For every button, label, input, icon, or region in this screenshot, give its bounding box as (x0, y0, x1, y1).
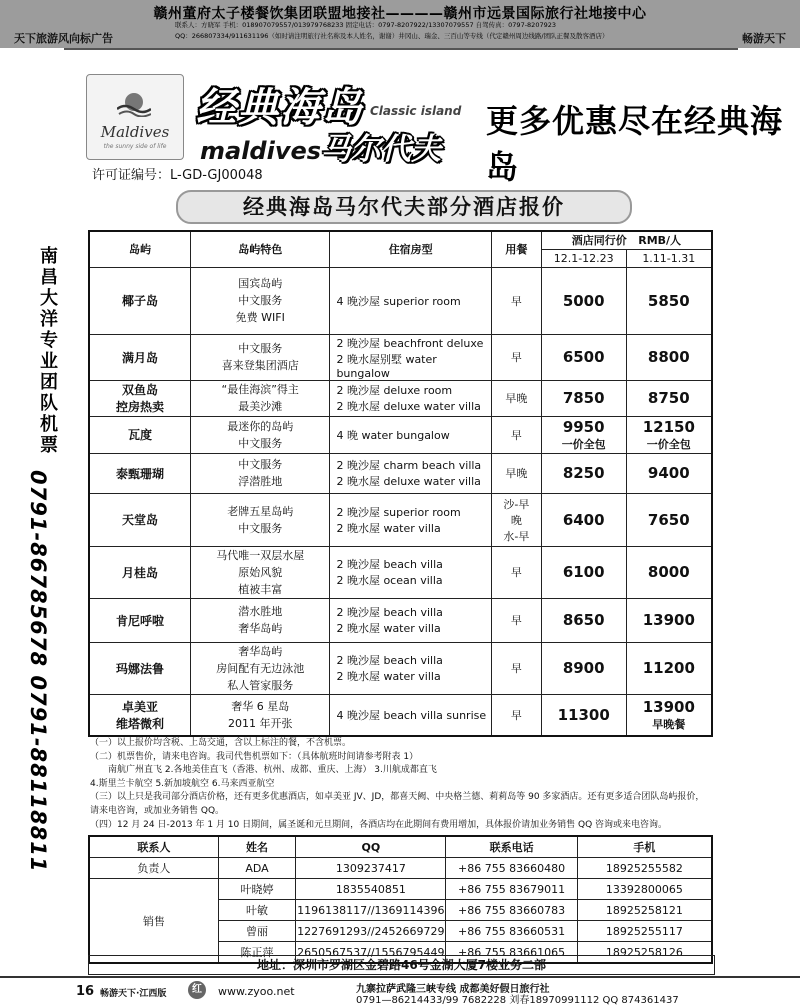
cell-island-line: 控房热卖 (116, 400, 165, 414)
cell-island-line: 椰子岛 (122, 294, 159, 308)
contact-qq: 1309237417 (296, 858, 446, 879)
cell-price-period-1-line: 6100 (562, 563, 605, 581)
cell-feature (191, 642, 330, 694)
contact-tel: +86 755 83661065 (446, 942, 578, 964)
cell-price-period-2 (626, 546, 712, 598)
cell-feature (191, 267, 330, 334)
cell-island (89, 267, 191, 334)
hotel-row (89, 380, 712, 416)
cell-price-period-2 (626, 642, 712, 694)
cell-room (330, 642, 491, 694)
cell-feature-line: 中文服务 (238, 458, 283, 471)
hotel-row (89, 598, 712, 642)
cell-feature-line: 奢华 6 星岛 (231, 699, 290, 713)
cell-meal-line: 早 (510, 294, 522, 308)
cell-meal (491, 334, 541, 380)
cell-meal-line: 早 (510, 662, 522, 675)
cell-island (89, 453, 191, 493)
cell-meal (491, 694, 541, 736)
publication-name: 畅游天下·江西版 (100, 989, 167, 999)
cell-feature-line: 原始风貌 (238, 565, 283, 579)
note-4: （四）12 月 24 日-2013 年 1 月 10 日期间，属圣诞和元旦期间，各酒店均在此期间有费用增加，具体报价请加业务销售 QQ 咨询或来电咨询。 (90, 819, 668, 830)
hotel-row (89, 642, 712, 694)
cell-room-line: 4 晚 water bungalow (336, 428, 450, 442)
address-bar: 地址：深圳市罗湖区金碧路46号金湖大厦7楼业务二部 (88, 955, 715, 975)
contact-qq: 2650567537//1556795449 (296, 942, 446, 964)
cell-room (330, 380, 491, 416)
notes (90, 737, 712, 832)
cell-island-line: 卓美亚 (122, 699, 159, 714)
cell-price-period-2-line: 8800 (647, 348, 690, 366)
cell-room-line: 2 晚沙屋 beach villa (336, 558, 443, 571)
logo-slogan: the sunny side of life (103, 143, 167, 150)
cell-island (89, 598, 191, 642)
cell-room-line: 2 晚水屋 deluxe water villa (336, 400, 481, 413)
cell-price-period-1-line: 7850 (562, 389, 605, 407)
contact-header-tel: 联系电话 (446, 836, 578, 858)
contact-role: 负责人 (89, 858, 218, 879)
cell-feature-line: 最迷你的岛屿 (227, 419, 294, 433)
note-2-airlines-b: 4.斯里兰卡航空 5.新加坡航空 6.马来西亚航空 (90, 778, 275, 789)
cell-price-period-2-line: 一价全包 (646, 437, 691, 451)
cell-price-period-2-line: 8000 (647, 563, 690, 581)
cell-feature-line: 中文服务 (238, 521, 283, 535)
cell-island (89, 334, 191, 380)
cell-price-period-1 (541, 598, 626, 642)
contact-header-role: 联系人 (89, 836, 218, 858)
cell-island (89, 642, 191, 694)
cell-island (89, 380, 191, 416)
cell-island (89, 416, 191, 453)
cell-feature-line: 房间配有无边泳池 (216, 661, 305, 675)
cell-feature (191, 493, 330, 546)
classic-island-label: Classic island (370, 104, 462, 118)
footer-url[interactable]: www.zyoo.net (218, 985, 295, 998)
cell-island (89, 546, 191, 598)
contact-tel: +86 755 83660531 (446, 921, 578, 942)
cell-island-line: 肯尼呼啦 (116, 613, 165, 628)
cell-price-period-2-line: 7650 (647, 510, 690, 529)
cell-room (330, 546, 491, 598)
header-feature: 岛屿特色 (191, 231, 330, 267)
cell-room-line: 2 晚沙屋 deluxe room (336, 384, 453, 397)
subhead-cn: 马尔代夫 (321, 132, 442, 167)
cell-price-period-2-line: 12150 (642, 417, 695, 436)
cell-price-period-2 (626, 453, 712, 493)
cell-room-line: 4 晚沙屋 superior room (336, 294, 461, 308)
cell-feature (191, 416, 330, 453)
cell-feature-line: 中文服务 (238, 294, 283, 307)
cell-island-line: 月桂岛 (122, 565, 159, 580)
page-footer (0, 976, 800, 1006)
side-ad-phones: 0791-86785678 0791-88118811 (26, 470, 50, 873)
cell-meal (491, 598, 541, 642)
cell-price-period-1 (541, 267, 626, 334)
hotel-price-table (88, 230, 713, 737)
cell-feature-line: 免费 WIFI (235, 311, 285, 324)
cell-feature-line: 中文服务 (238, 436, 283, 450)
cell-room-line: 2 晚沙屋 beach villa (336, 654, 443, 667)
contact-tel: +86 755 83660783 (446, 900, 578, 921)
footer-ad-line-1: 九寨拉萨武隆三峡专线 成都美好假日旅行社 (356, 984, 550, 995)
cell-price-period-1-line: 11300 (557, 705, 610, 724)
cell-price-period-2 (626, 380, 712, 416)
contact-qq: 1835540851 (296, 879, 446, 900)
cell-feature-line: 中文服务 (238, 342, 283, 355)
cell-room-line: 2 晚水屋别墅 water bungalow (336, 352, 437, 380)
cell-price-period-2 (626, 694, 712, 736)
cell-price-period-2-line: 5850 (647, 291, 690, 310)
section-banner: 经典海岛马尔代夫部分酒店报价 (176, 190, 632, 224)
cell-feature (191, 694, 330, 736)
contact-row-manager (89, 858, 712, 879)
contact-header-name: 姓名 (218, 836, 296, 858)
headline: 经典海岛 (196, 85, 364, 131)
cell-feature-line: 老牌五星岛屿 (227, 504, 294, 518)
hotel-row (89, 267, 712, 334)
cell-feature-line: 奢华岛屿 (238, 622, 283, 635)
cell-island (89, 493, 191, 546)
cell-meal (491, 416, 541, 453)
cell-price-period-2 (626, 493, 712, 546)
contact-mobile: 13392800065 (577, 879, 712, 900)
cell-feature-line: “最佳海滨”得主 (221, 383, 299, 396)
cell-feature-line: 2011 年开张 (227, 716, 293, 730)
note-2-airlines-a: 南航广州直飞 2.各地美佳直飞（香港、杭州、成都、重庆、上海） 3.川航成都直飞 (108, 765, 437, 776)
header-room: 住宿房型 (330, 231, 491, 267)
cell-meal-line: 早晚 (505, 467, 528, 480)
contact-tel: +86 755 83660480 (446, 858, 578, 879)
cell-meal-line: 水-早 (503, 529, 530, 543)
cell-meal (491, 546, 541, 598)
cell-room-line: 2 晚水屋 water villa (336, 622, 441, 635)
cell-room-line: 2 晚水屋 ocean villa (336, 574, 443, 587)
cell-price-period-1 (541, 416, 626, 453)
cell-feature (191, 334, 330, 380)
top-left-label: 天下旅游风向标广告 (14, 32, 113, 45)
cell-price-period-2-line: 8750 (647, 389, 690, 407)
contact-mobile: 18925258121 (577, 900, 712, 921)
hotel-row (89, 493, 712, 546)
contact-header-mobile: 手机 (577, 836, 712, 858)
cell-island-line: 天堂岛 (122, 513, 159, 527)
cell-island-line: 双鱼岛 (122, 383, 159, 397)
contact-role-sales: 销售 (89, 879, 218, 964)
contact-mobile: 18925255582 (577, 858, 712, 879)
contact-name: 叶晓婷 (218, 879, 296, 900)
cell-price-period-1-line: 8900 (562, 659, 605, 677)
cell-feature (191, 453, 330, 493)
contact-name: 曾丽 (218, 921, 296, 942)
cell-room (330, 267, 491, 334)
cell-price-period-2-line: 13900 (642, 697, 695, 716)
cell-room-line: 4 晚沙屋 beach villa sunrise (336, 708, 487, 722)
top-title: 赣州董府太子楼餐饮集团联盟地接社————赣州市远景国际旅行社地接中心 (153, 6, 647, 22)
contact-mobile: 18925258126 (577, 942, 712, 964)
cell-island-line: 玛娜法鲁 (116, 661, 165, 676)
cell-island-line: 维塔微利 (116, 716, 165, 731)
cell-price-period-2-line: 早晚餐 (652, 717, 686, 731)
hotel-row (89, 334, 712, 380)
hotel-row (89, 453, 712, 493)
header-meal: 用餐 (491, 231, 541, 267)
cell-room (330, 334, 491, 380)
cell-price-period-2 (626, 267, 712, 334)
cell-room-line: 2 晚沙屋 beach villa (336, 606, 443, 619)
cell-meal (491, 380, 541, 416)
cell-price-period-1 (541, 694, 626, 736)
cell-price-period-1 (541, 334, 626, 380)
hotel-row (89, 416, 712, 453)
top-right-label: 畅游天下 (742, 32, 786, 45)
contact-header-qq: QQ (296, 836, 446, 858)
top-banner (0, 0, 800, 50)
sun-wave-icon (117, 89, 151, 117)
cell-island-line: 满月岛 (122, 350, 159, 365)
top-contact-line: 联系人：方晓军 手机：018907079557/013979768233 固定电话：0797-8207922/13307079557 自驾传真：0797-8207923 (175, 21, 556, 29)
license-number: 许可证编号：L-GD-GJ00048 (92, 168, 263, 183)
cell-meal-line: 早 (510, 428, 522, 442)
cell-price-period-1-line: 6500 (562, 348, 605, 366)
side-ad-title: 南昌大洋专业团队机票 (40, 246, 58, 456)
cell-feature (191, 598, 330, 642)
cell-price-period-2 (626, 416, 712, 453)
cell-price-period-2-line: 13900 (642, 611, 695, 629)
cell-meal-line: 早晚 (505, 392, 528, 405)
cell-price-period-2 (626, 598, 712, 642)
promo-slogan: 更多优惠尽在经典海岛 (486, 102, 784, 186)
cell-price-period-1-line: 8250 (562, 464, 605, 482)
cell-price-period-1 (541, 642, 626, 694)
cell-price-period-1-line: 8650 (562, 611, 605, 629)
cell-price-period-2-line: 11200 (642, 659, 695, 677)
contact-name: 叶敏 (218, 900, 296, 921)
cell-room-line: 2 晚水屋 water villa (336, 670, 441, 683)
footer-ad-line-2: 0791—86214433/99 7682228 刘春18970991112 QQ 874361437 (356, 995, 679, 1006)
logo-brand: Maldives (100, 123, 170, 141)
contact-name: 陈正萍 (218, 942, 296, 964)
top-contact-line-2: QQ：266807334/911631196（如时请注明旅行社名称及本人姓名，谢谢）井冈山、瑞金、三百山等专线（代定赣州周边线路/团队正餐及散客酒店） (175, 32, 609, 40)
cell-room-line: 2 晚水屋 deluxe water villa (336, 475, 481, 488)
cell-island-line: 泰甄珊瑚 (116, 466, 165, 481)
header-period-2: 1.11-1.31 (626, 249, 712, 267)
cell-meal-line: 晚 (510, 513, 522, 527)
header-price-title: 酒店同行价 (571, 234, 627, 248)
page-number: 16 (76, 984, 95, 999)
cell-price-period-2-line: 9400 (647, 464, 690, 482)
cell-meal (491, 453, 541, 493)
cell-price-period-1 (541, 453, 626, 493)
cell-room (330, 416, 491, 453)
cell-feature-line: 喜来登集团酒店 (221, 359, 299, 372)
header-price-unit: RMB/人 (638, 234, 682, 248)
cell-feature-line: 马代唯一双层水屋 (216, 548, 305, 562)
note-2: （二）机票售价，请来电咨询。我司代售机票如下：（具体航班时间请参考附表 1） (90, 751, 419, 762)
cell-feature-line: 私人管家服务 (227, 678, 294, 692)
cell-room-line: 2 晚水屋 water villa (336, 521, 441, 535)
cell-price-period-1-line: 5000 (562, 291, 605, 310)
cell-room (330, 694, 491, 736)
cell-feature-line: 奢华岛屿 (238, 644, 283, 658)
cell-price-period-2 (626, 334, 712, 380)
hotel-row (89, 694, 712, 736)
contact-row-sales-1 (89, 879, 712, 900)
cell-meal (491, 267, 541, 334)
cell-meal-line: 早 (510, 614, 522, 627)
cell-meal-line: 早 (510, 566, 522, 579)
cell-room (330, 453, 491, 493)
cell-room-line: 2 晚沙屋 superior room (336, 505, 461, 519)
subhead-en: maldives (200, 137, 322, 165)
header-period-1: 12.1-12.23 (541, 249, 626, 267)
cell-price-period-1-line: 6400 (562, 510, 605, 529)
contact-name: ADA (218, 858, 296, 879)
note-3: （三）以上只是我司部分酒店价格，还有更多优惠酒店，如卓美亚 JV、JD，都喜天阙、中央格兰德、莉莉岛等 90 多家酒店。还有更多适合团队岛屿报价，请来电咨询，或加业务销售 QQ。 (90, 792, 705, 816)
cell-price-period-1 (541, 546, 626, 598)
hotel-row (89, 546, 712, 598)
cell-feature-line: 浮潜胜地 (238, 475, 283, 488)
cell-meal-line: 沙-早 (503, 497, 530, 511)
cell-room (330, 598, 491, 642)
cell-room (330, 493, 491, 546)
cell-meal (491, 642, 541, 694)
cell-room-line: 2 晚沙屋 charm beach villa (336, 459, 482, 472)
cell-feature-line: 潜水胜地 (238, 605, 283, 618)
contact-qq: 1227691293//2452669729 (296, 921, 446, 942)
header-island: 岛屿 (89, 231, 191, 267)
cell-meal (491, 493, 541, 546)
cell-feature-line: 植被丰富 (238, 582, 283, 596)
cell-price-period-1 (541, 493, 626, 546)
red-badge-icon: 红 (188, 981, 206, 999)
contact-qq: 1196138117//1369114396 (296, 900, 446, 921)
cell-meal-line: 早 (510, 708, 522, 722)
subheadline (200, 124, 441, 168)
cell-price-period-1-line: 一价全包 (561, 437, 606, 451)
note-1: （一）以上报价均含税、上岛交通，含以上标注的餐，不含机票。 (90, 738, 352, 748)
cell-price-period-1 (541, 380, 626, 416)
cell-feature (191, 546, 330, 598)
contact-mobile: 18925255117 (577, 921, 712, 942)
cell-island-line: 瓦度 (128, 428, 153, 442)
cell-island (89, 694, 191, 736)
cell-feature-line: 国宾岛屿 (238, 277, 283, 290)
cell-room-line: 2 晚沙屋 beachfront deluxe (336, 336, 484, 350)
cell-feature (191, 380, 330, 416)
cell-price-period-1-line: 9950 (562, 417, 605, 436)
cell-feature-line: 最美沙滩 (238, 400, 283, 413)
contact-tel: +86 755 83679011 (446, 879, 578, 900)
maldives-logo (86, 74, 184, 160)
header-price (541, 231, 712, 249)
cell-meal-line: 早 (510, 351, 522, 364)
contact-table (88, 835, 713, 964)
